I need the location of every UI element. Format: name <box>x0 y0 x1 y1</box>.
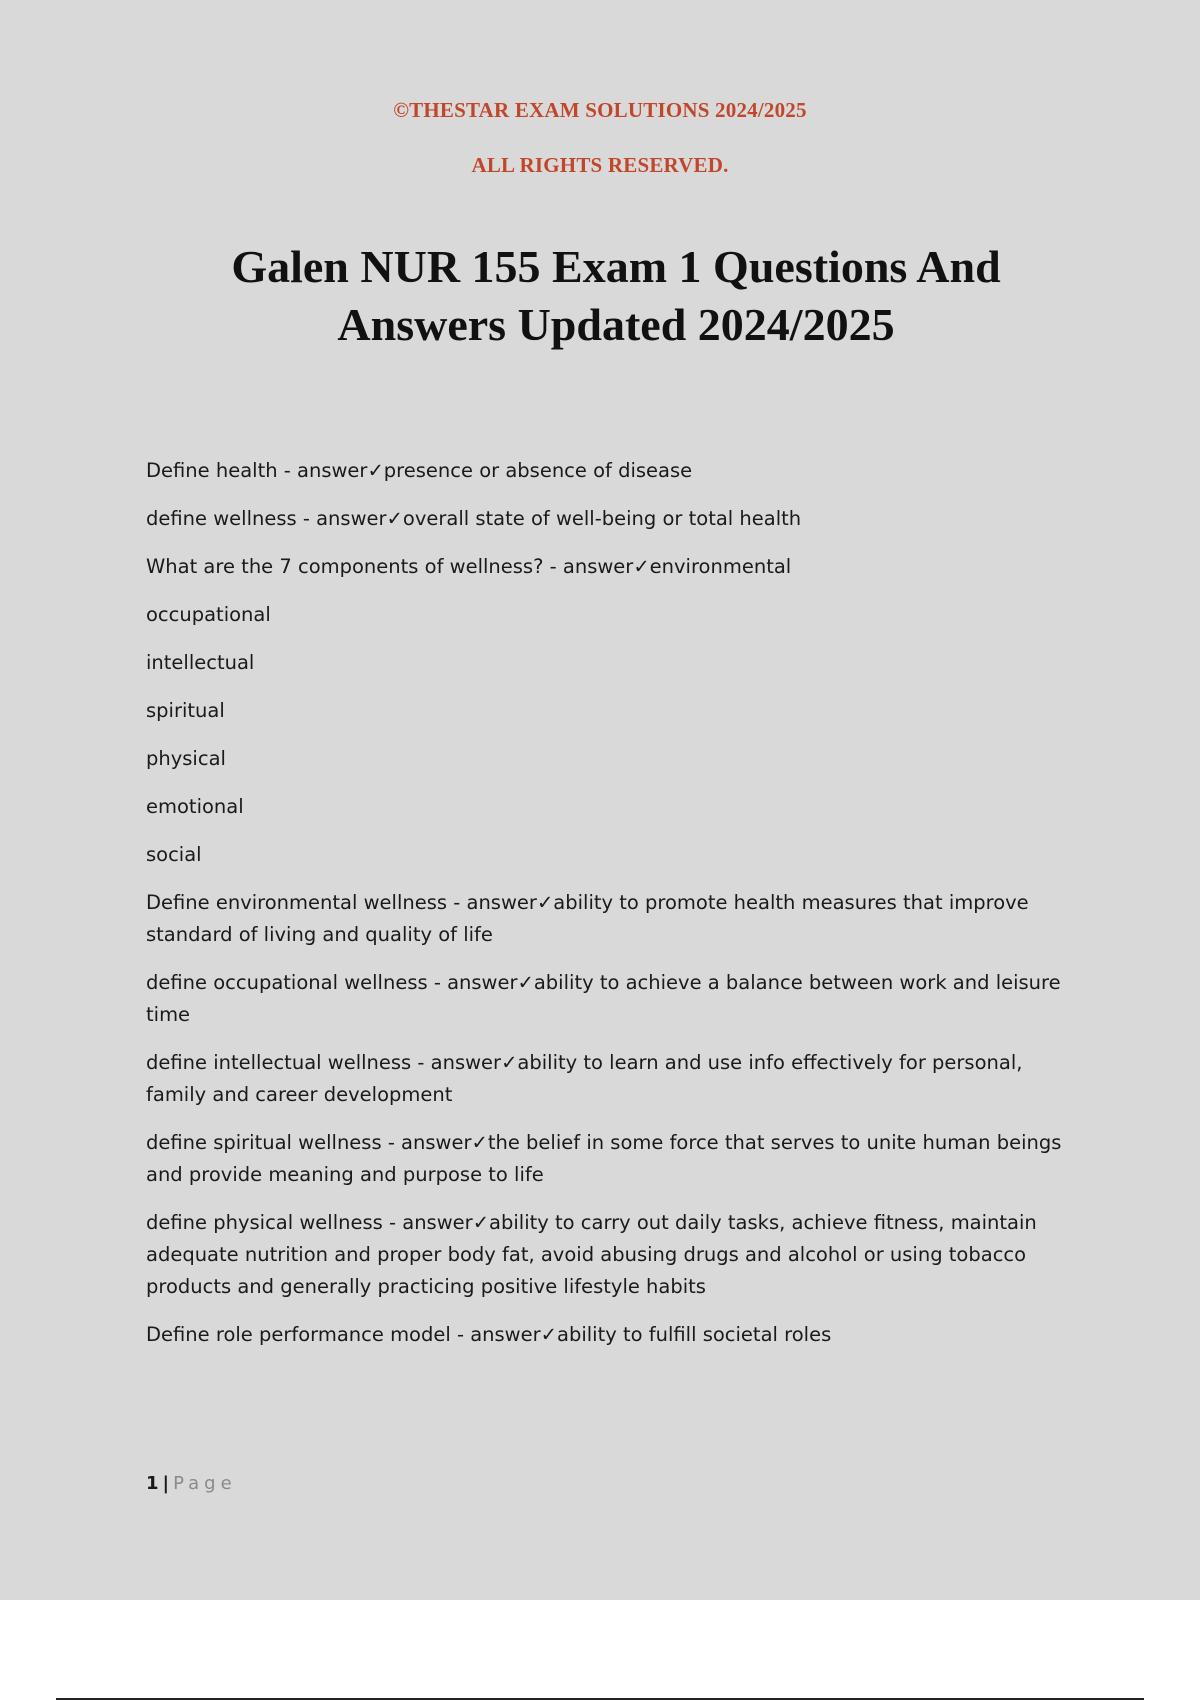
qa-item <box>146 1207 1076 1303</box>
page-label: Page <box>173 1473 237 1494</box>
list-text: intellectual <box>146 651 255 674</box>
qa-item <box>146 1319 1076 1351</box>
question-text: Define health - answer <box>146 459 368 482</box>
check-icon: ✓ <box>367 459 384 482</box>
qa-item <box>146 791 1076 823</box>
question-text: Define role performance model - answer <box>146 1323 541 1346</box>
page-separator: | <box>162 1473 170 1494</box>
document-title <box>100 238 1132 354</box>
question-text: Define environmental wellness - answer <box>146 891 537 914</box>
qa-item <box>146 455 1076 487</box>
list-text: physical <box>146 747 226 770</box>
list-text: emotional <box>146 795 244 818</box>
page-footer <box>146 1473 237 1494</box>
check-icon: ✓ <box>536 891 554 914</box>
question-text: define intellectual wellness - answer <box>146 1051 502 1074</box>
check-icon: ✓ <box>633 555 650 578</box>
qa-item <box>146 839 1076 871</box>
question-text: define physical wellness - answer <box>146 1211 473 1234</box>
check-icon: ✓ <box>517 971 534 994</box>
answer-text: ability to learn and use info effectively for personal, family and career development <box>146 1051 1023 1106</box>
rights-reserved-header: ALL RIGHTS RESERVED. <box>471 153 729 177</box>
check-icon: ✓ <box>471 1131 488 1154</box>
qa-item <box>146 695 1076 727</box>
qa-item <box>146 647 1076 679</box>
answer-text: ability to promote health measures that improve standard of living and quality of life <box>146 891 1029 946</box>
answer-text: overall state of well-being or total health <box>402 507 802 530</box>
answer-text: ability to carry out daily tasks, achieve fitness, maintain adequate nutrition and proper body fat, avoid abusing drugs and alcohol or using tobacco products and generally practicing positive lifestyle habits <box>146 1211 1037 1298</box>
qa-item <box>146 887 1076 951</box>
list-text: spiritual <box>146 699 225 722</box>
title-line-1: Galen NUR 155 Exam 1 Questions And <box>231 241 1001 292</box>
check-icon: ✓ <box>472 1211 490 1234</box>
check-icon: ✓ <box>501 1051 518 1074</box>
question-text: What are the 7 components of wellness? - answer <box>146 555 634 578</box>
question-text: define occupational wellness - answer <box>146 971 518 994</box>
question-text: define wellness - answer <box>146 507 387 530</box>
check-icon: ✓ <box>540 1323 557 1346</box>
qa-item <box>146 503 1076 535</box>
qa-item <box>146 599 1076 631</box>
list-text: social <box>146 843 202 866</box>
qa-item <box>146 743 1076 775</box>
answer-text: ability to fulfill societal roles <box>557 1323 832 1346</box>
qa-item <box>146 551 1076 583</box>
qa-list <box>146 455 1076 1367</box>
qa-item <box>146 1047 1076 1111</box>
copyright-header: ©THESTAR EXAM SOLUTIONS 2024/2025 <box>393 98 807 122</box>
answer-text: presence or absence of disease <box>383 459 693 482</box>
qa-item <box>146 1127 1076 1191</box>
list-text: occupational <box>146 603 271 626</box>
page-number: 1 <box>146 1473 159 1494</box>
answer-text: the belief in some force that serves to unite human beings and provide meaning and purpose to life <box>146 1131 1062 1186</box>
title-line-2: Answers Updated 2024/2025 <box>337 299 895 350</box>
question-text: define spiritual wellness - answer <box>146 1131 472 1154</box>
check-icon: ✓ <box>386 507 403 530</box>
qa-item <box>146 967 1076 1031</box>
answer-text: ability to achieve a balance between work and leisure time <box>146 971 1061 1026</box>
answer-text: environmental <box>649 555 792 578</box>
